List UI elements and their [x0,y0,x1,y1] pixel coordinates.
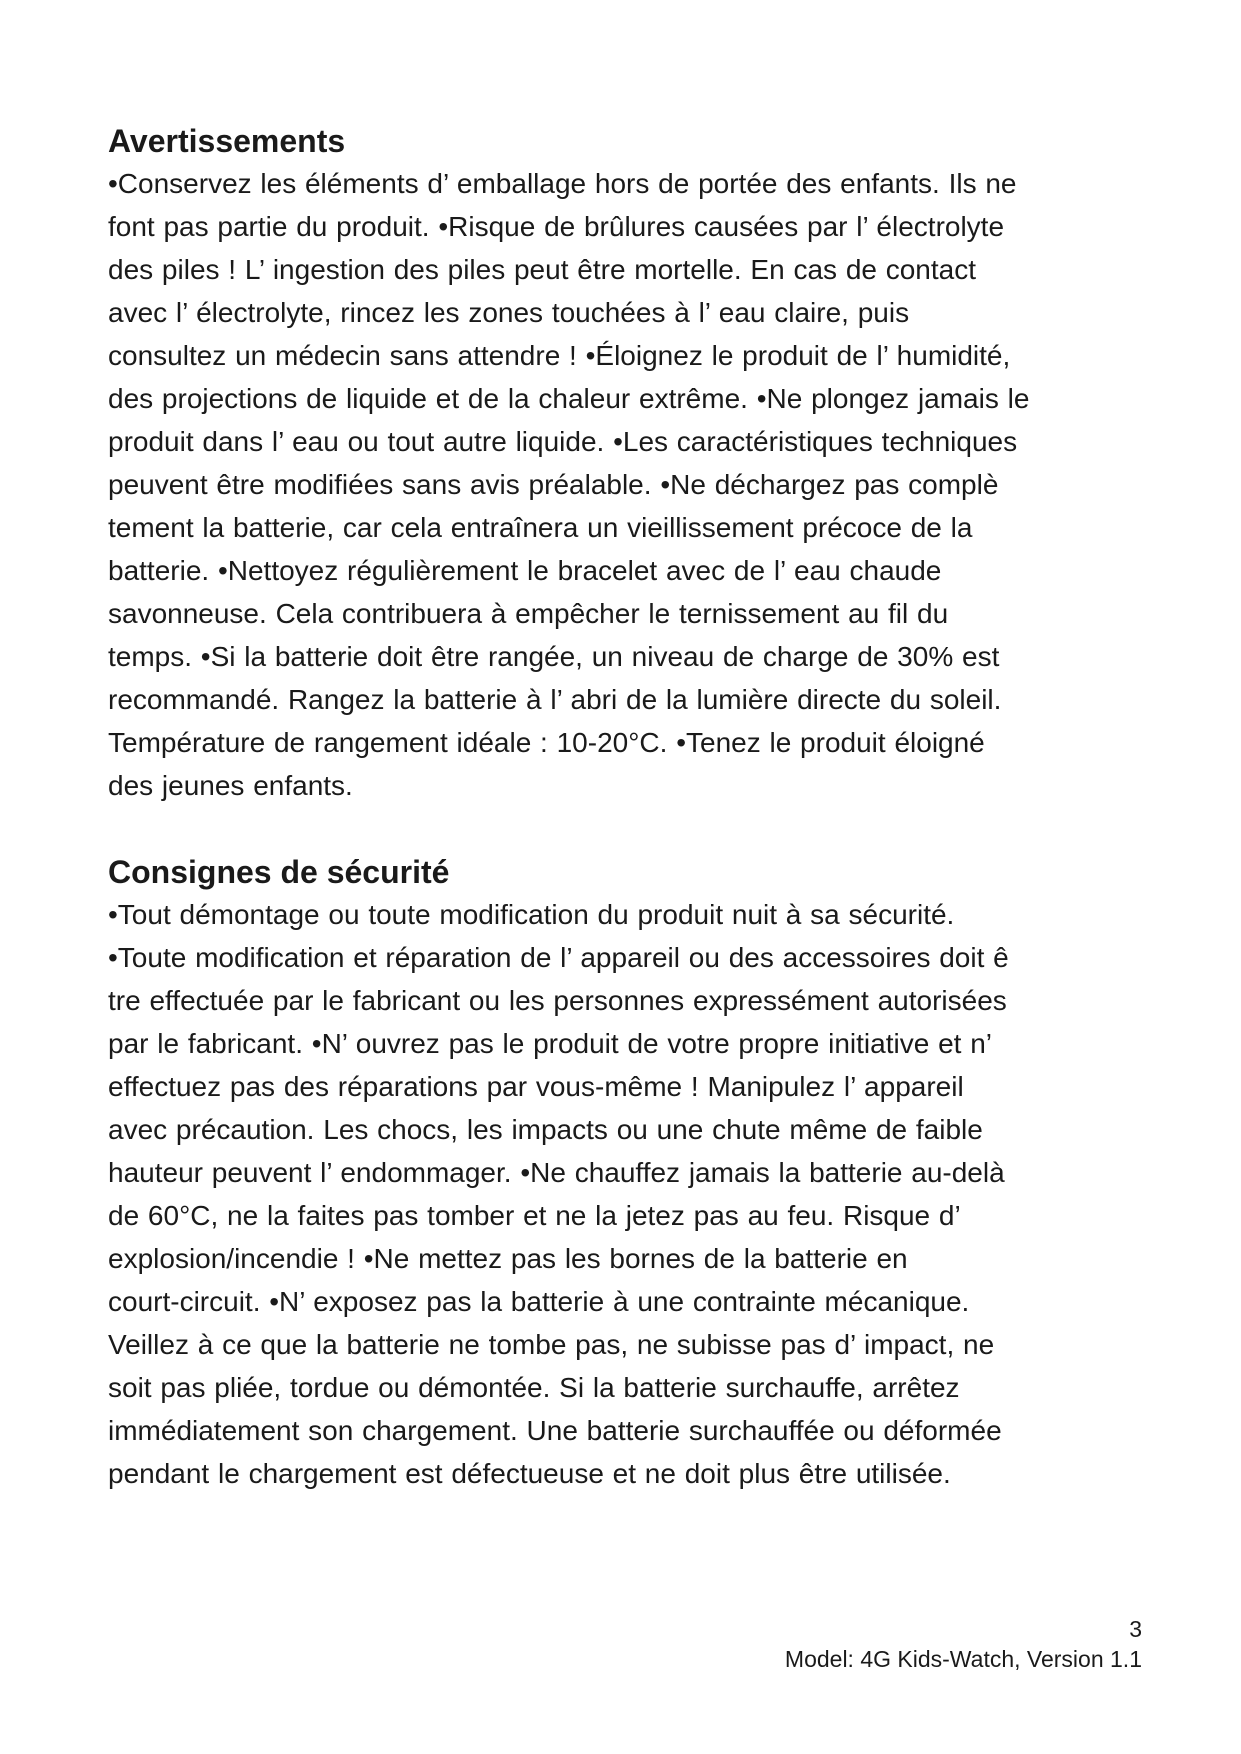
body-line: •Tout démontage ou toute modification du produit nuit à sa sécurité. [108,899,955,930]
body-line: consultez un médecin sans attendre ! •Éloignez le produit de l’ humidité, [108,340,1011,371]
body-line: font pas partie du produit. •Risque de brûlures causées par l’ électrolyte [108,211,1005,242]
body-line: soit pas pliée, tordue ou démontée. Si la batterie surchauffe, arrêtez [108,1372,960,1403]
body-line: immédiatement son chargement. Une batterie surchauffée ou déformée [108,1415,1002,1446]
body-line: Veillez à ce que la batterie ne tombe pas, ne subisse pas d’ impact, ne [108,1329,995,1360]
body-line: Température de rangement idéale : 10-20°C. •Tenez le produit éloigné [108,727,985,758]
body-line: produit dans l’ eau ou tout autre liquide. •Les caractéristiques techniques [108,426,1018,457]
section-consignes-de-securite [108,851,1143,1495]
body-line: explosion/incendie ! •Ne mettez pas les bornes de la batterie en [108,1243,908,1274]
page-number: 3 [1129,1616,1142,1642]
body-line: savonneuse. Cela contribuera à empêcher le ternissement au fil du [108,598,949,629]
document-page [108,120,1143,1495]
body-line: avec l’ électrolyte, rincez les zones touchées à l’ eau claire, puis [108,297,910,328]
body-line: temps. •Si la batterie doit être rangée, un niveau de charge de 30% est [108,641,1000,672]
page-footer [785,1614,1142,1674]
body-line: batterie. •Nettoyez régulièrement le bracelet avec de l’ eau chaude [108,555,942,586]
body-line: •Conservez les éléments d’ emballage hors de portée des enfants. Ils ne [108,168,1017,199]
section-title: Consignes de sécurité [108,854,450,890]
body-line: hauteur peuvent l’ endommager. •Ne chauffez jamais la batterie au-delà [108,1157,1005,1188]
model-version-line: Model: 4G Kids-Watch, Version 1.1 [784,1646,1142,1672]
body-line: peuvent être modifiées sans avis préalable. •Ne déchargez pas complè [108,469,999,500]
body-line: •Toute modification et réparation de l’ appareil ou des accessoires doit ê [108,942,1009,973]
section-avertissements [108,120,1143,807]
body-line: des projections de liquide et de la chaleur extrême. •Ne plongez jamais le [108,383,1030,414]
body-line: effectuez pas des réparations par vous-même ! Manipulez l’ appareil [108,1071,964,1102]
section-spacer [108,807,1143,851]
section-body [108,893,1143,1495]
section-body [108,162,1143,807]
section-title: Avertissements [108,123,346,159]
body-line: court-circuit. •N’ exposez pas la batterie à une contrainte mécanique. [108,1286,970,1317]
body-line: recommandé. Rangez la batterie à l’ abri de la lumière directe du soleil. [108,684,1002,715]
body-line: par le fabricant. •N’ ouvrez pas le produit de votre propre initiative et n’ [108,1028,992,1059]
body-line: avec précaution. Les chocs, les impacts ou une chute même de faible [108,1114,983,1145]
body-line: des piles ! L’ ingestion des piles peut être mortelle. En cas de contact [108,254,977,285]
body-line: tement la batterie, car cela entraînera un vieillissement précoce de la [108,512,973,543]
body-line: tre effectuée par le fabricant ou les personnes expressément autorisées [108,985,1007,1016]
body-line: pendant le chargement est défectueuse et ne doit plus être utilisée. [108,1458,951,1489]
body-line: de 60°C, ne la faites pas tomber et ne la jetez pas au feu. Risque d’ [108,1200,961,1231]
body-line: des jeunes enfants. [108,770,353,801]
